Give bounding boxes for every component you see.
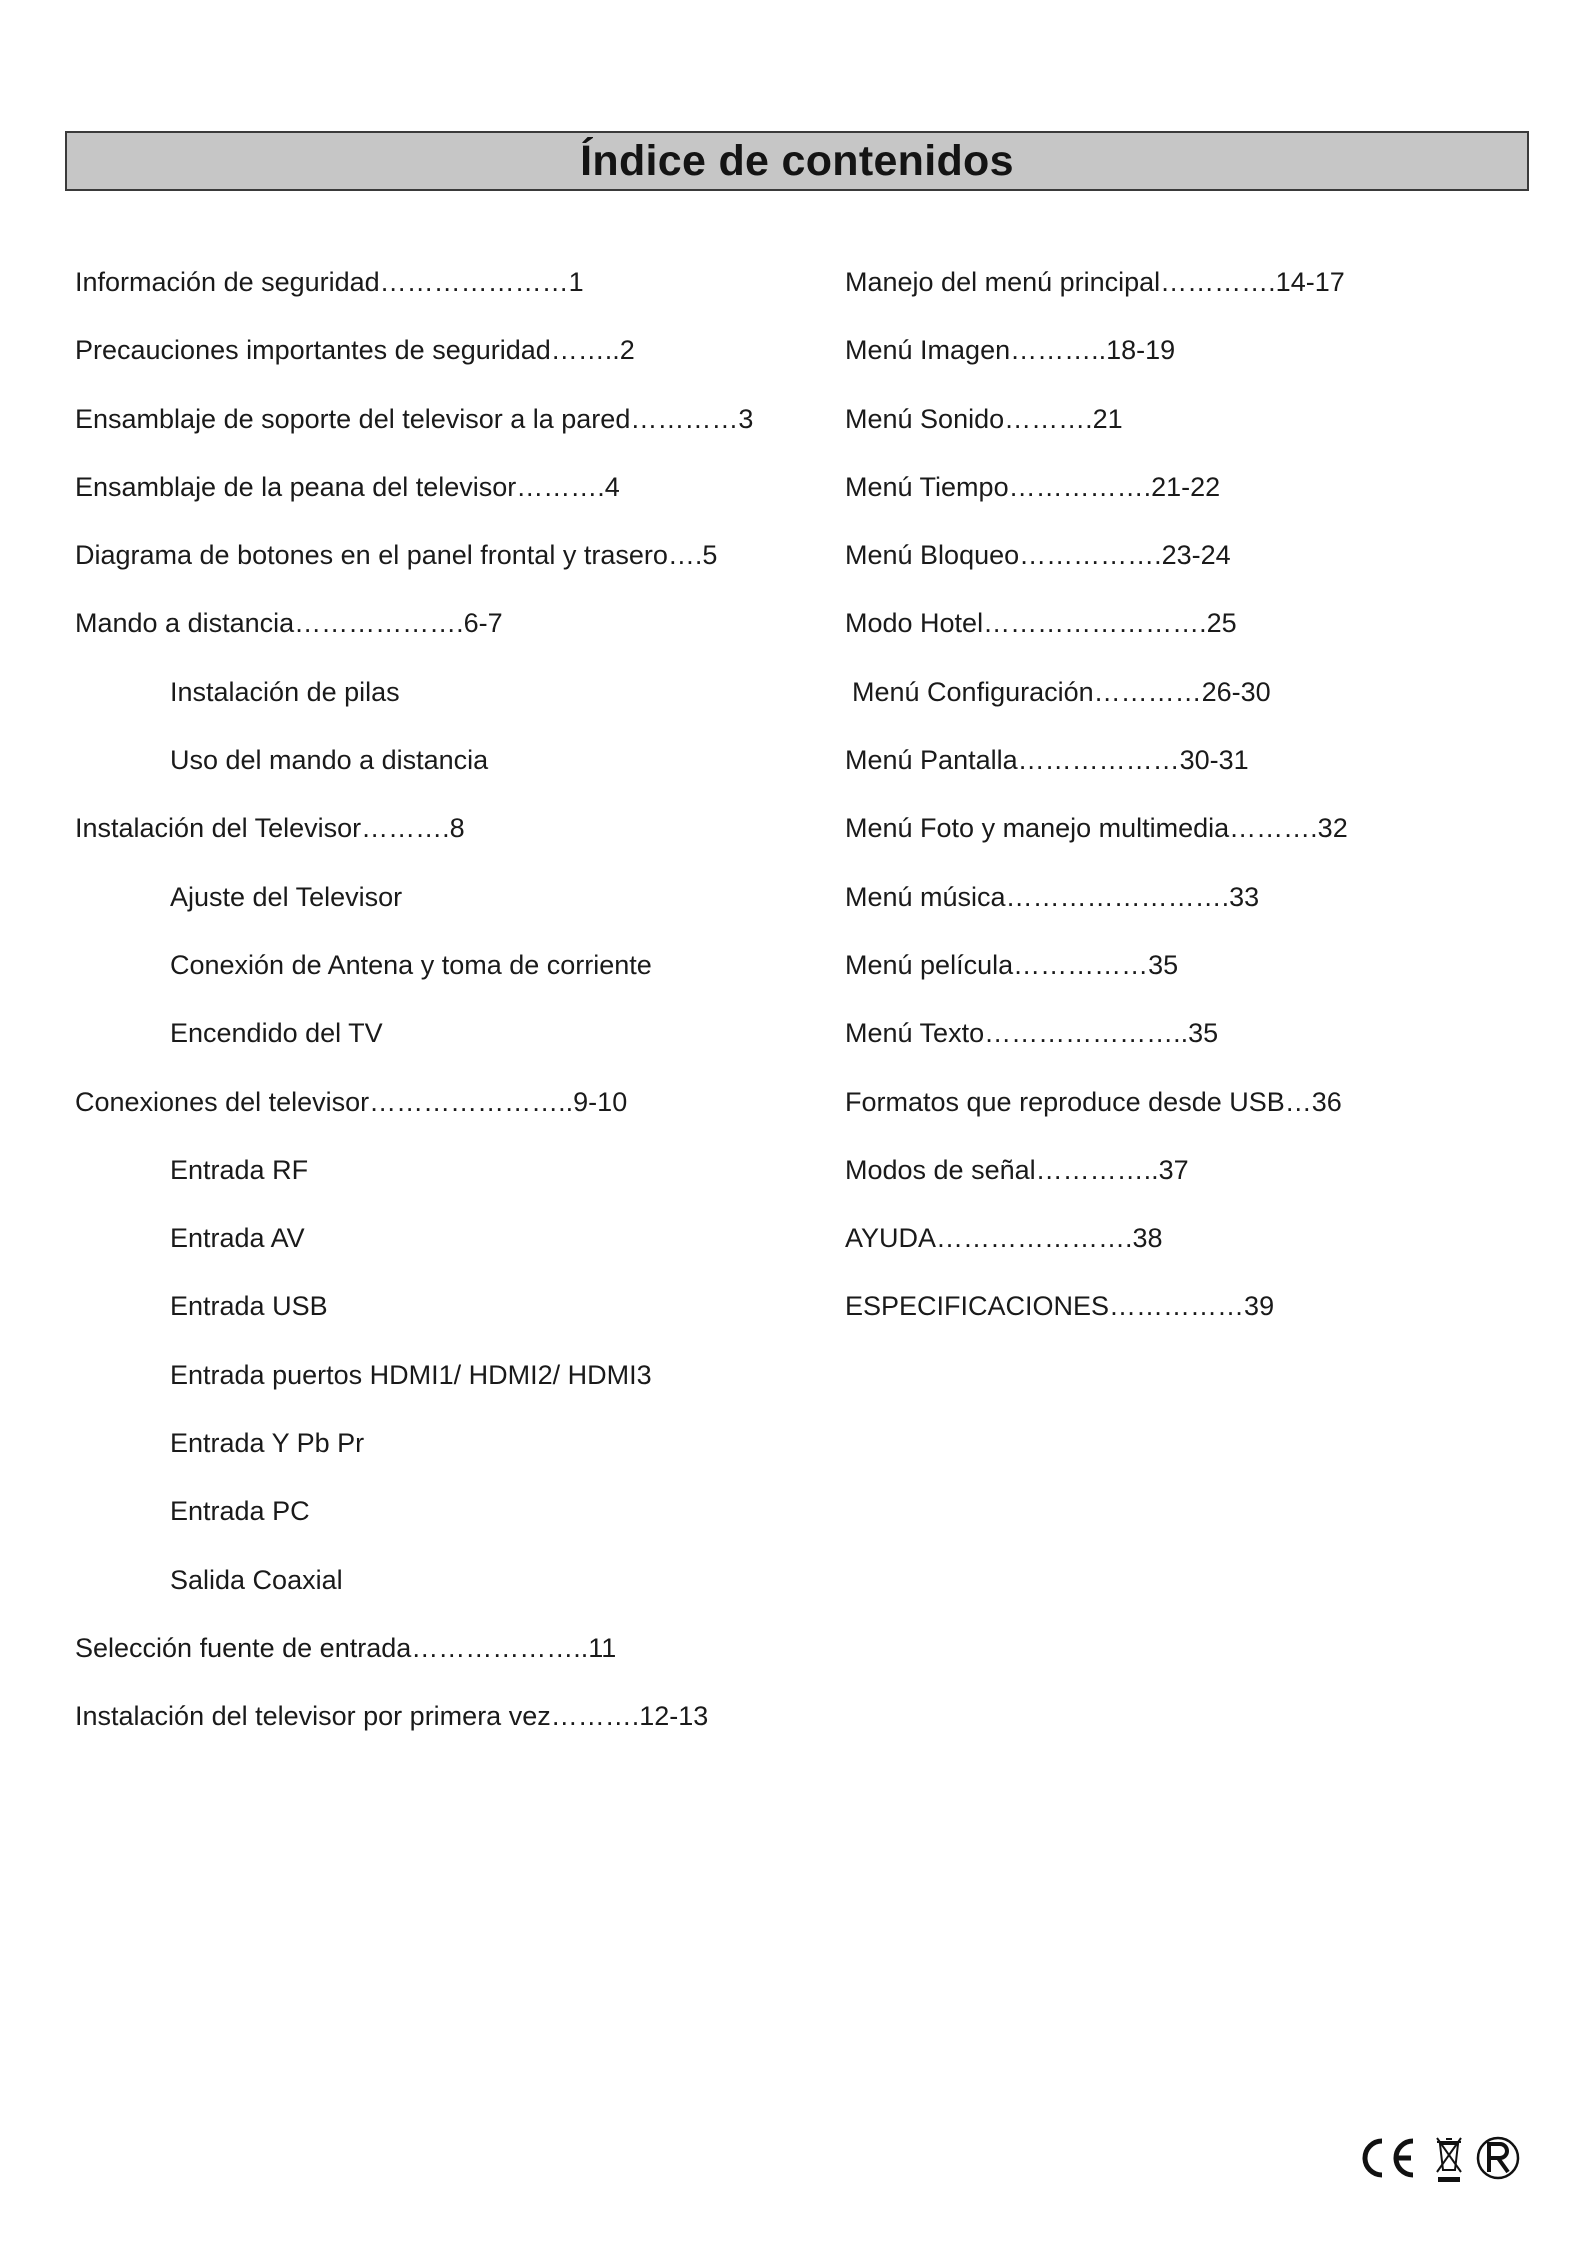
toc-entry[interactable]: Diagrama de botones en el panel frontal y trasero….5 xyxy=(75,540,718,571)
toc-entry[interactable]: Menú música…………………….33 xyxy=(845,881,1260,912)
toc-entry[interactable]: AYUDA………………….38 xyxy=(845,1223,1163,1254)
certification-marks xyxy=(1352,2128,1522,2188)
toc-entry[interactable]: Precauciones importantes de seguridad……..2 xyxy=(75,335,635,366)
toc-subentry[interactable]: Uso del mando a distancia xyxy=(170,745,489,776)
toc-entry[interactable]: ESPECIFICACIONES……………39 xyxy=(845,1291,1275,1322)
toc-entry[interactable]: Mando a distancia……………….6-7 xyxy=(75,608,503,639)
toc-entry[interactable]: Conexiones del televisor…………………..9-10 xyxy=(75,1086,628,1117)
toc-entry[interactable]: Menú Pantalla………………30-31 xyxy=(845,745,1249,776)
crossed-out-bin-icon xyxy=(1437,2138,1461,2182)
toc-entry[interactable]: Menú Bloqueo…………….23-24 xyxy=(845,540,1231,571)
toc-right-column xyxy=(845,257,1545,1350)
toc-subentry[interactable]: Instalación de pilas xyxy=(170,676,400,707)
toc-subentry[interactable]: Entrada puertos HDMI1/ HDMI2/ HDMI3 xyxy=(170,1359,652,1390)
toc-entry[interactable]: Instalación del televisor por primera vez……….12-13 xyxy=(75,1701,709,1732)
toc-entry[interactable]: Menú película……………35 xyxy=(845,949,1179,980)
toc-entry[interactable]: Formatos que reproduce desde USB…36 xyxy=(845,1086,1342,1117)
toc-entry[interactable]: Instalación del Televisor……….8 xyxy=(75,813,465,844)
title-bar xyxy=(65,131,1529,191)
toc-entry[interactable]: Modo Hotel…………………….25 xyxy=(845,608,1237,639)
ce-mark-icon xyxy=(1365,2141,1413,2175)
toc-entry[interactable]: Menú Tiempo…………….21-22 xyxy=(845,471,1221,502)
toc-entry[interactable]: Menú Texto…………………..35 xyxy=(845,1018,1219,1049)
recycling-r-mark-icon xyxy=(1478,2138,1518,2178)
toc-subentry[interactable]: Conexión de Antena y toma de corriente xyxy=(170,949,652,980)
toc-subentry[interactable]: Entrada USB xyxy=(170,1291,328,1322)
toc-entry[interactable]: Ensamblaje de soporte del televisor a la pared…………3 xyxy=(75,403,754,434)
toc-entry[interactable]: Ensamblaje de la peana del televisor……….4 xyxy=(75,471,620,502)
toc-entry[interactable]: Modos de señal…………..37 xyxy=(845,1154,1189,1185)
toc-entry[interactable]: Información de seguridad…………………1 xyxy=(75,267,584,297)
toc-subentry[interactable]: Salida Coaxial xyxy=(170,1564,343,1595)
toc-entry[interactable]: Menú Imagen………..18-19 xyxy=(845,335,1176,366)
toc-entry[interactable]: Menú Foto y manejo multimedia……….32 xyxy=(845,813,1348,844)
toc-left-column xyxy=(75,257,835,1760)
toc-subentry[interactable]: Entrada RF xyxy=(170,1154,309,1185)
toc-subentry[interactable]: Entrada PC xyxy=(170,1496,310,1527)
toc-subentry[interactable]: Encendido del TV xyxy=(170,1018,383,1049)
toc-entry[interactable]: Selección fuente de entrada………………..11 xyxy=(75,1632,617,1663)
certification-marks-graphic xyxy=(1352,2128,1522,2188)
toc-entry[interactable]: Manejo del menú principal………….14-17 xyxy=(845,267,1345,297)
toc-subentry[interactable]: Entrada Y Pb Pr xyxy=(170,1428,365,1459)
toc-entry[interactable]: Menú Configuración…………26-30 xyxy=(852,676,1271,707)
toc-entry[interactable]: Menú Sonido……….21 xyxy=(845,403,1123,434)
toc-subentry[interactable]: Ajuste del Televisor xyxy=(170,881,403,912)
page-title: Índice de contenidos xyxy=(580,136,1014,185)
toc-subentry[interactable]: Entrada AV xyxy=(170,1223,305,1254)
